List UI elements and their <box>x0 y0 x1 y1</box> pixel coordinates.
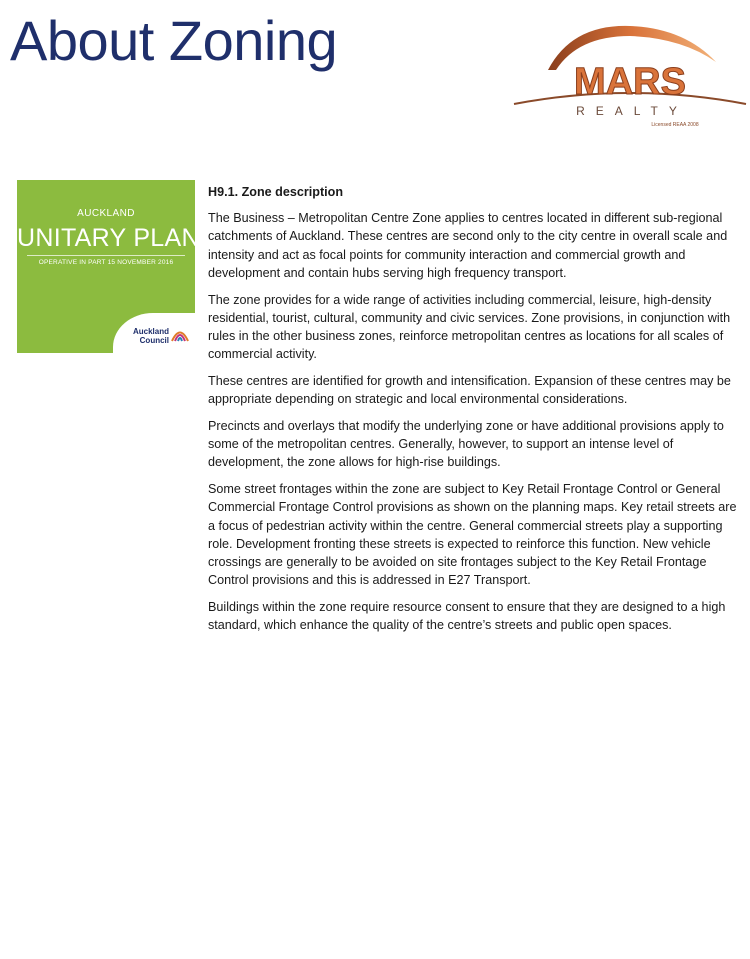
council-name-line2: Council <box>139 336 169 345</box>
logo-brand-text: MARS <box>574 61 686 103</box>
council-emblem-icon <box>171 326 189 342</box>
paragraph: The Business – Metropolitan Centre Zone applies to centres located in different sub-regional catchments of Auckland. These centres are second only to the city centre in overall scale and intensity and act as focal points for community interaction and commercial growth and development and contain hubs serving high frequency transport. <box>208 211 728 280</box>
unitary-plan-title: UNITARY PLAN <box>17 224 200 252</box>
unitary-plan-rule <box>27 255 185 256</box>
unitary-plan-subtitle: OPERATIVE IN PART 15 NOVEMBER 2016 <box>38 259 174 266</box>
logo-license-text: Licensed REAA 2008 <box>651 122 699 128</box>
mars-realty-logo <box>512 22 748 132</box>
paragraph: Buildings within the zone require resource consent to ensure that they are designed to a high standard, which enhance the quality of the centre’s streets and public open spaces. <box>208 600 726 633</box>
zone-description-section <box>208 183 746 643</box>
section-heading: H9.1. Zone description <box>208 185 344 199</box>
page-title: About Zoning <box>10 9 338 72</box>
paragraph: These centres are identified for growth and intensification. Expansion of these centres may be appropriate depending on strategic and local environmental considerations. <box>208 374 731 407</box>
logo-sub-text: REALTY <box>576 104 688 118</box>
council-name <box>133 327 169 345</box>
logo-graphic <box>512 22 748 132</box>
paragraph: Some street frontages within the zone are subject to Key Retail Frontage Control or General Commercial Frontage Control provisions as shown on the planning maps. Key retail streets are a focus of pedestrian activity within the centre. General commercial streets play a supporting role. Development fronting these streets is expected to reinforce this function. New vehicle crossings are generally to be avoided on site frontages subject to the Key Retail Frontage Control provisions and this is addressed in E27 Transport. <box>208 482 737 588</box>
paragraph: Precincts and overlays that modify the underlying zone or have additional provisions apply to some of the metropolitan centres. Generally, however, to support an intense level of development, the zone allows for high-rise buildings. <box>208 419 724 470</box>
unitary-plan-cover <box>17 180 200 353</box>
paragraph: The zone provides for a wide range of activities including commercial, leisure, high-density residential, tourist, cultural, community and civic services. Zone provisions, in conjunction with rules in the other business zones, reinforce metropolitan centres as locations for all scales of commercial activity. <box>208 292 731 362</box>
unitary-plan-top-label: AUCKLAND <box>77 208 135 219</box>
council-name-line1: Auckland <box>132 327 169 336</box>
